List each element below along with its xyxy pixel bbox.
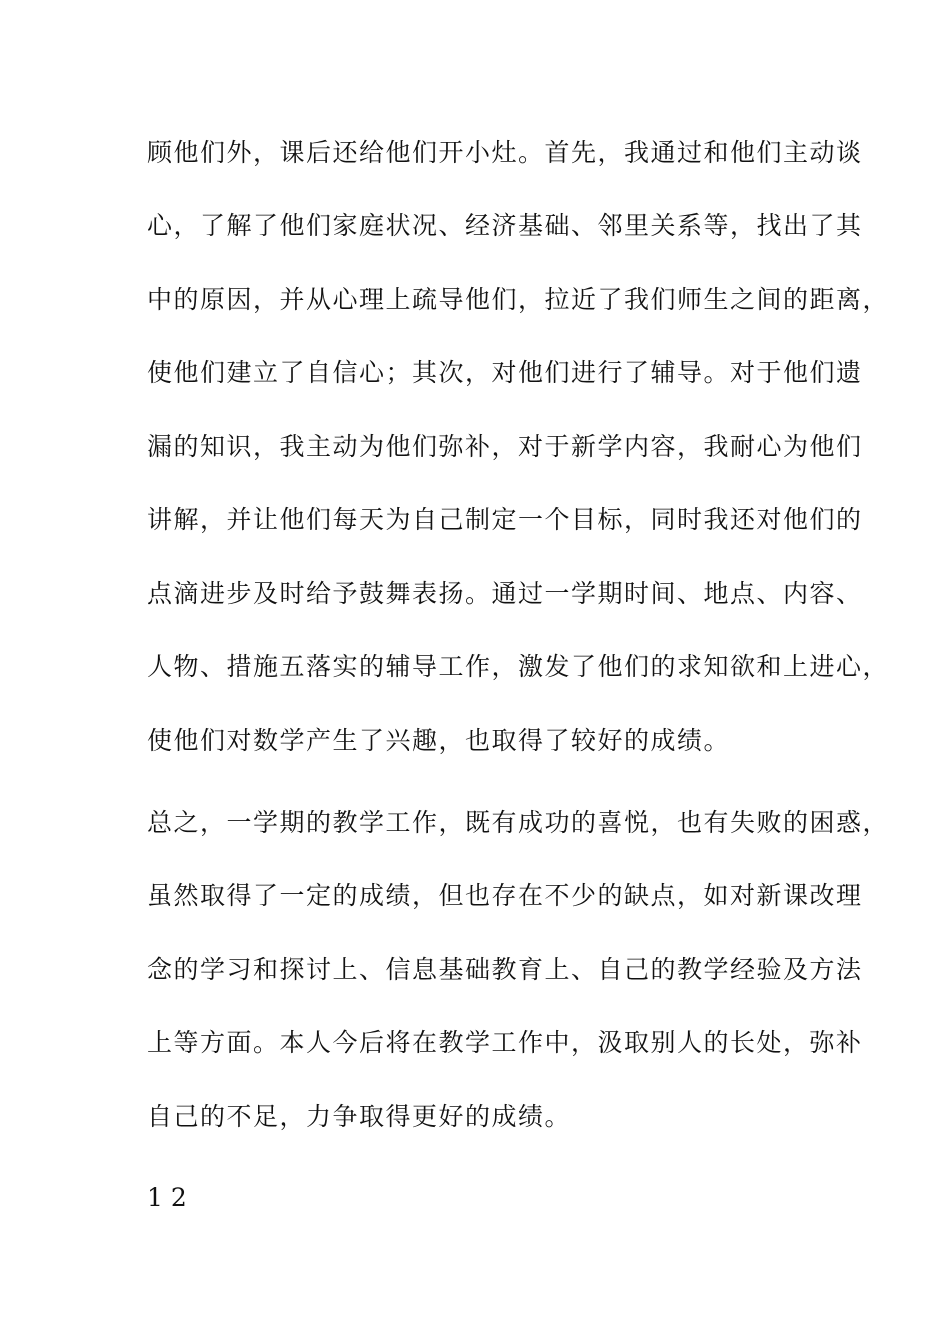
text-line: 人物、措施五落实的辅导工作，激发了他们的求知欲和上进心， (147, 652, 890, 681)
text-line: 上等方面。本人今后将在教学工作中，汲取别人的长处，弥补 (147, 1028, 863, 1057)
text-line: 顾他们外，课后还给他们开小灶。首先，我通过和他们主动谈 (147, 138, 863, 167)
text-line: 虽然取得了一定的成绩，但也存在不少的缺点，如对新课改理 (147, 881, 863, 910)
text-line: 念的学习和探讨上、信息基础教育上、自己的教学经验及方法 (147, 955, 863, 984)
text-line: 点滴进步及时给予鼓舞表扬。通过一学期时间、地点、内容、 (147, 579, 863, 608)
page-number: 12 (147, 1183, 195, 1212)
text-line: 心，了解了他们家庭状况、经济基础、邻里关系等，找出了其 (147, 211, 863, 240)
text-line: 讲解，并让他们每天为自己制定一个目标，同时我还对他们的 (147, 505, 863, 534)
text-line: 使他们对数学产生了兴趣，也取得了较好的成绩。 (147, 726, 731, 755)
text-line: 漏的知识，我主动为他们弥补，对于新学内容，我耐心为他们 (147, 432, 863, 461)
text-line: 中的原因，并从心理上疏导他们，拉近了我们师生之间的距离， (147, 285, 890, 314)
text-line: 总之，一学期的教学工作，既有成功的喜悦，也有失败的困惑， (147, 808, 890, 837)
text-line: 使他们建立了自信心；其次，对他们进行了辅导。对于他们遗 (147, 358, 863, 387)
text-line: 自己的不足，力争取得更好的成绩。 (147, 1102, 572, 1131)
